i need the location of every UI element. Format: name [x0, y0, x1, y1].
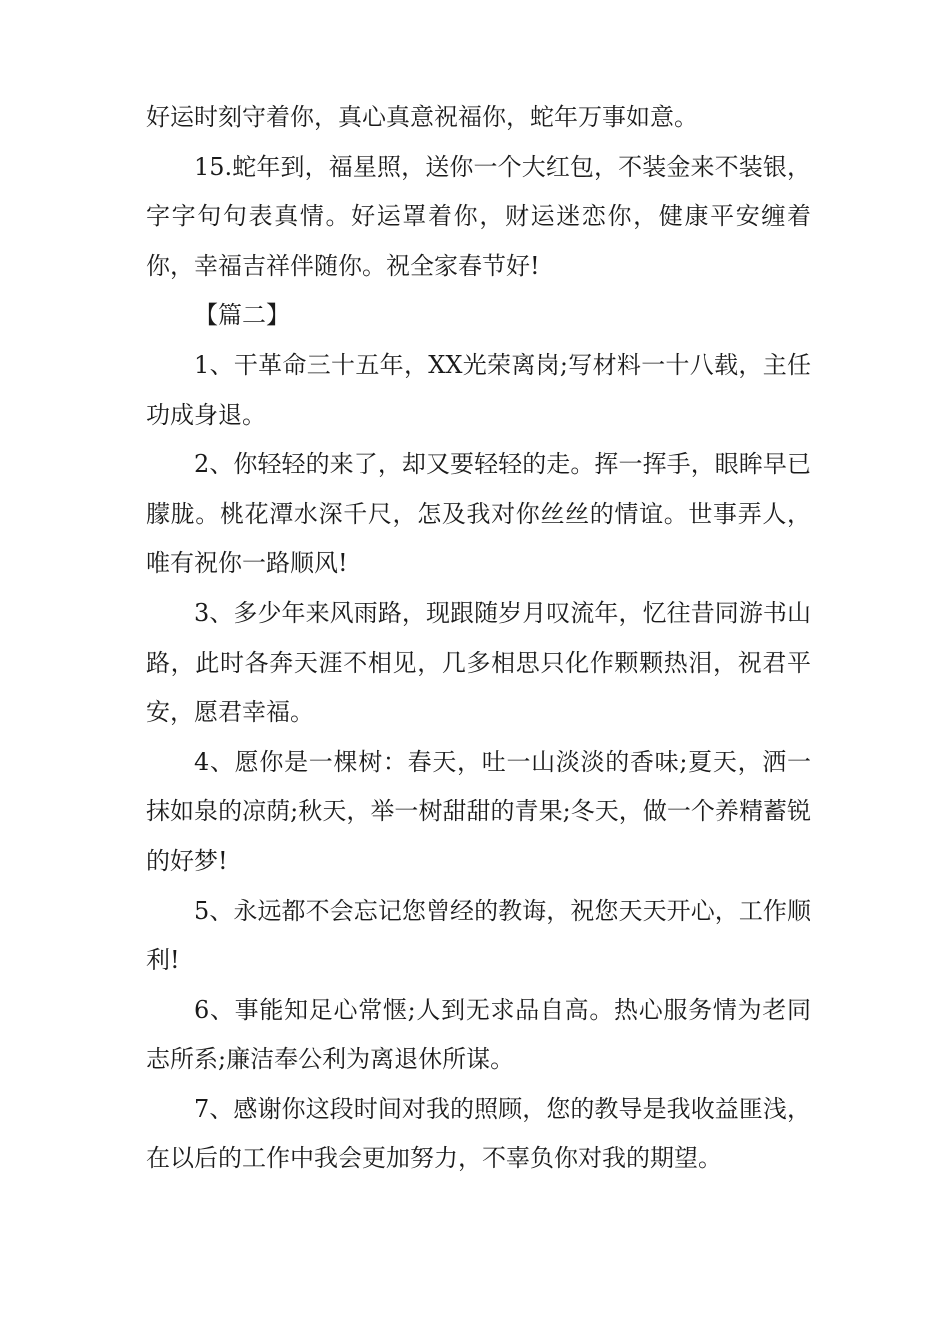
paragraph-4: 4、愿你是一棵树：春天，吐一山淡淡的香味;夏天，洒一抹如泉的凉荫;秋天，举一树甜甜的青果;冬天，做一个养精蓄锐的好梦!: [146, 747, 811, 875]
paragraph-2: 2、你轻轻的来了，却又要轻轻的走。挥一挥手，眼眸早已朦胧。桃花潭水深千尺，怎及我对你丝丝的情谊。世事弄人，唯有祝你一路顺风!: [146, 450, 811, 578]
paragraph-1: 1、干革命三十五年，XX光荣离岗;写材料一十八载，主任功成身退。: [146, 350, 811, 429]
paragraph-continuation: 好运时刻守着你，真心真意祝福你，蛇年万事如意。: [146, 103, 698, 131]
paragraph-3: 3、多少年来风雨路，现跟随岁月叹流年，忆往昔同游书山路，此时各奔天涯不相见，几多相思只化作颗颗热泪，祝君平安，愿君幸福。: [146, 598, 811, 727]
paragraph-5: 5、永远都不会忘记您曾经的教诲，祝您天天开心，工作顺利!: [146, 896, 811, 975]
paragraph-6: 6、事能知足心常惬;人到无求品自高。热心服务情为老同志所系;廉洁奉公利为离退休所谋。: [146, 995, 811, 1074]
paragraph-15: 15.蛇年到，福星照，送你一个大红包，不装金来不装银，字字句句表真情。好运罩着你，财运迷恋你，健康平安缠着你，幸福吉祥伴随你。祝全家春节好!: [146, 152, 811, 280]
document-body: [146, 93, 811, 1184]
paragraph-7: 7、感谢你这段时间对我的照顾，您的教导是我收益匪浅，在以后的工作中我会更加努力，不辜负你对我的期望。: [146, 1094, 811, 1173]
section-heading: 【篇二】: [194, 301, 290, 330]
